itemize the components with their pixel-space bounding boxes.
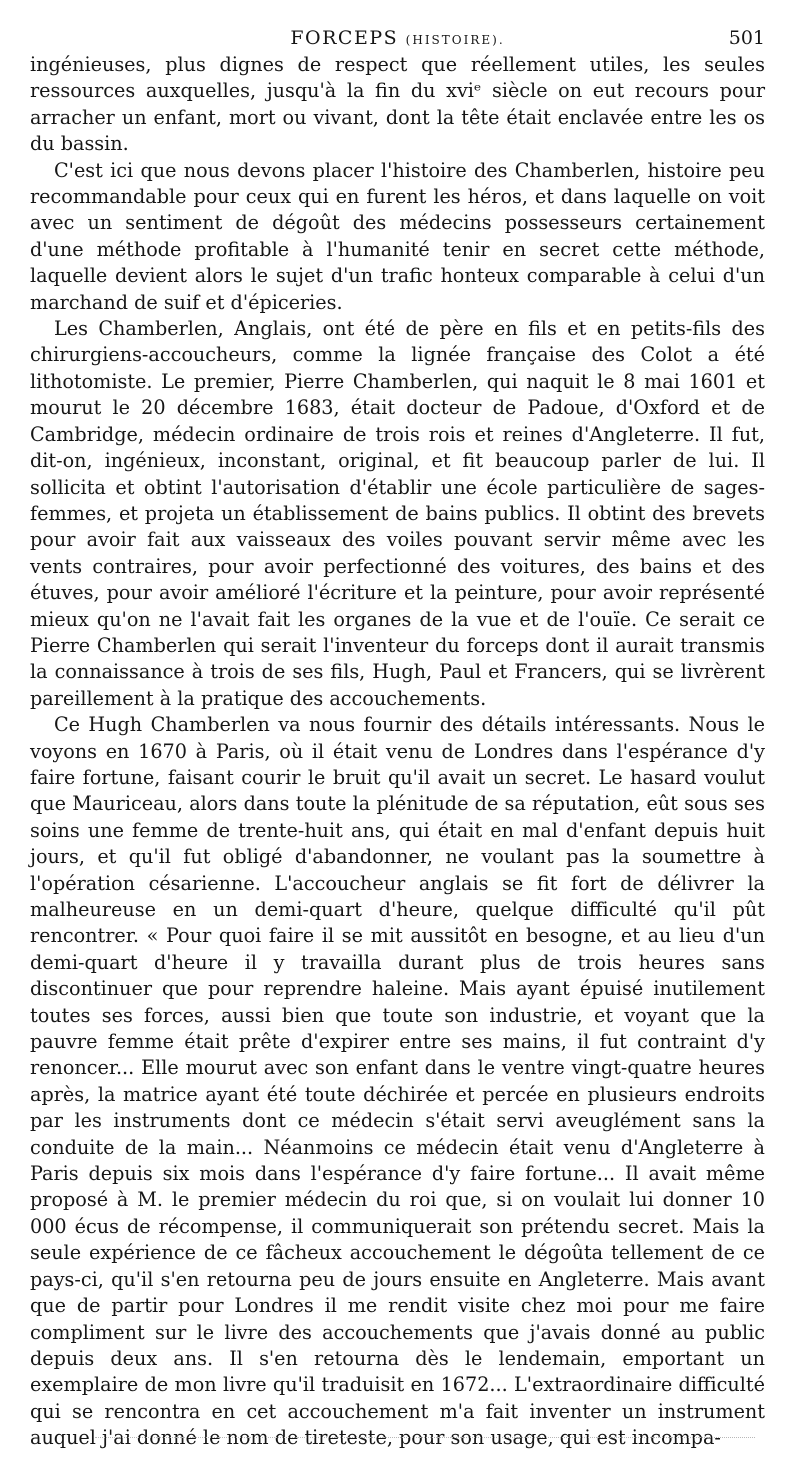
header-subtitle: (HISTOIRE). [405,33,505,47]
running-title [30,27,765,51]
header-title: FORCEPS [290,27,399,49]
paragraph-hugh-chamberlen: Ce Hugh Chamberlen va nous fournir des détails intéressants. Nous le voyons en 1670 à Paris, où il était venu de Londres dans l'espérance d'y faire fortune, faisant courir le bruit qu'il avait un secret. Le hasard voulut que Mauriceau, alors dans toute la plénitude de sa réputation, eût sous ses soins une femme de trente-huit ans, qui était en mal d'enfant depuis huit jours, et qu'il fut obligé d'abandonner, ne voulant pas la soumettre à l'opération césarienne. L'accoucheur anglais se fit fort de délivrer la malheureuse en un demi-quart d'heure, quelque difficulté qu'il pût rencontrer. « Pour quoi faire il se mit aussitôt en besogne, et au lieu d'un demi-quart d'heure il y travailla durant plus de trois heures sans discontinuer que pour reprendre haleine. Mais ayant épuisé inutilement toutes ses forces, aussi bien que toute son industrie, et voyant que la pauvre femme était prête d'expirer entre ses mains, il fut contraint d'y renoncer... Elle mourut avec son enfant dans le ventre vingt-quatre heures après, la matrice ayant été toute déchirée et percée en plusieurs endroits par les instruments dont ce médecin s'était servi aveuglément sans la conduite de la main... Néanmoins ce médecin était venu d'Angleterre à Paris depuis six mois dans l'espérance d'y faire fortune... Il avait même proposé à M. le premier médecin du roi que, si on voulait lui donner 10 000 écus de récompense, il communiquerait son prétendu secret. Mais la seule expérience de ce fâcheux accouchement le dégoûta tellement de ce pays-ci, qu'il s'en retourna peu de jours ensuite en Angleterre. Mais avant que de partir pour Londres il me rendit visite chez moi pour me faire compliment sur le livre des accouchements que j'avais donné au public depuis deux ans. Il s'en retourna dès le lendemain, emportant un exemplaire de mon livre qu'il traduisit en 1672... L'extraordinaire difficulté qui se rencontra en cet accouchement m'a fait inventer un instrument auquel j'ai donné le nom de tireteste, pour son usage, qui est incompa- [30,713,765,1450]
running-header [30,0,765,52]
page-bottom-rule [95,1437,755,1438]
paragraph-chamberlen-intro: C'est ici que nous devons placer l'histoire des Chamberlen, histoire peu recommandable pour ceux qui en furent les héros, et dans laquelle on voit avec un sentiment de dégoût des médecins possesseurs certainement d'une méthode profitable à l'humanité tenir en secret cette méthode, laquelle devient alors le sujet d'un trafic honteux comparable à celui d'un marchand de suif et d'épiceries. [30,158,765,314]
paragraph-pierre-chamberlen: Les Chamberlen, Anglais, ont été de père en fils et en petits-fils des chirurgiens-accoucheurs, comme la lignée française des Colot a été lithotomiste. Le premier, Pierre Chamberlen, qui naquit le 8 mai 1601 et mourut le 20 décembre 1683, était docteur de Padoue, d'Oxford et de Cambridge, médecin ordinaire de trois rois et reines d'Angleterre. Il fut, dit-on, ingénieux, inconstant, original, et fit beaucoup parler de lui. Il sollicita et obtint l'autorisation d'établir une école particulière de sages-femmes, et projeta un établissement de bains publics. Il obtint des brevets pour avoir fait aux vaisseaux des voiles pouvant servir même avec les vents contraires, pour avoir perfectionné des voitures, des bains et des étuves, pour avoir amélioré l'écriture et la peinture, pour avoir représenté mieux qu'on ne l'avait fait les organes de la vue et de l'ouïe. Ce serait ce Pierre Chamberlen qui serait l'inventeur du forceps dont il aurait transmis la connaissance à trois de ses fils, Hugh, Paul et Francers, qui se livrèrent pareillement à la pratique des accouchements. [30,317,765,710]
body-text [30,52,765,1452]
document-page [30,0,765,1452]
paragraph-continued: ingénieuses, plus dignes de respect que réellement utiles, les seules ressources auxquelles, jusqu'à la fin du xviᵉ siècle on eut recours pour arracher un enfant, mort ou vivant, dont la tête était enclavée entre les os du bassin. [30,53,765,156]
page-number: 501 [728,27,765,49]
